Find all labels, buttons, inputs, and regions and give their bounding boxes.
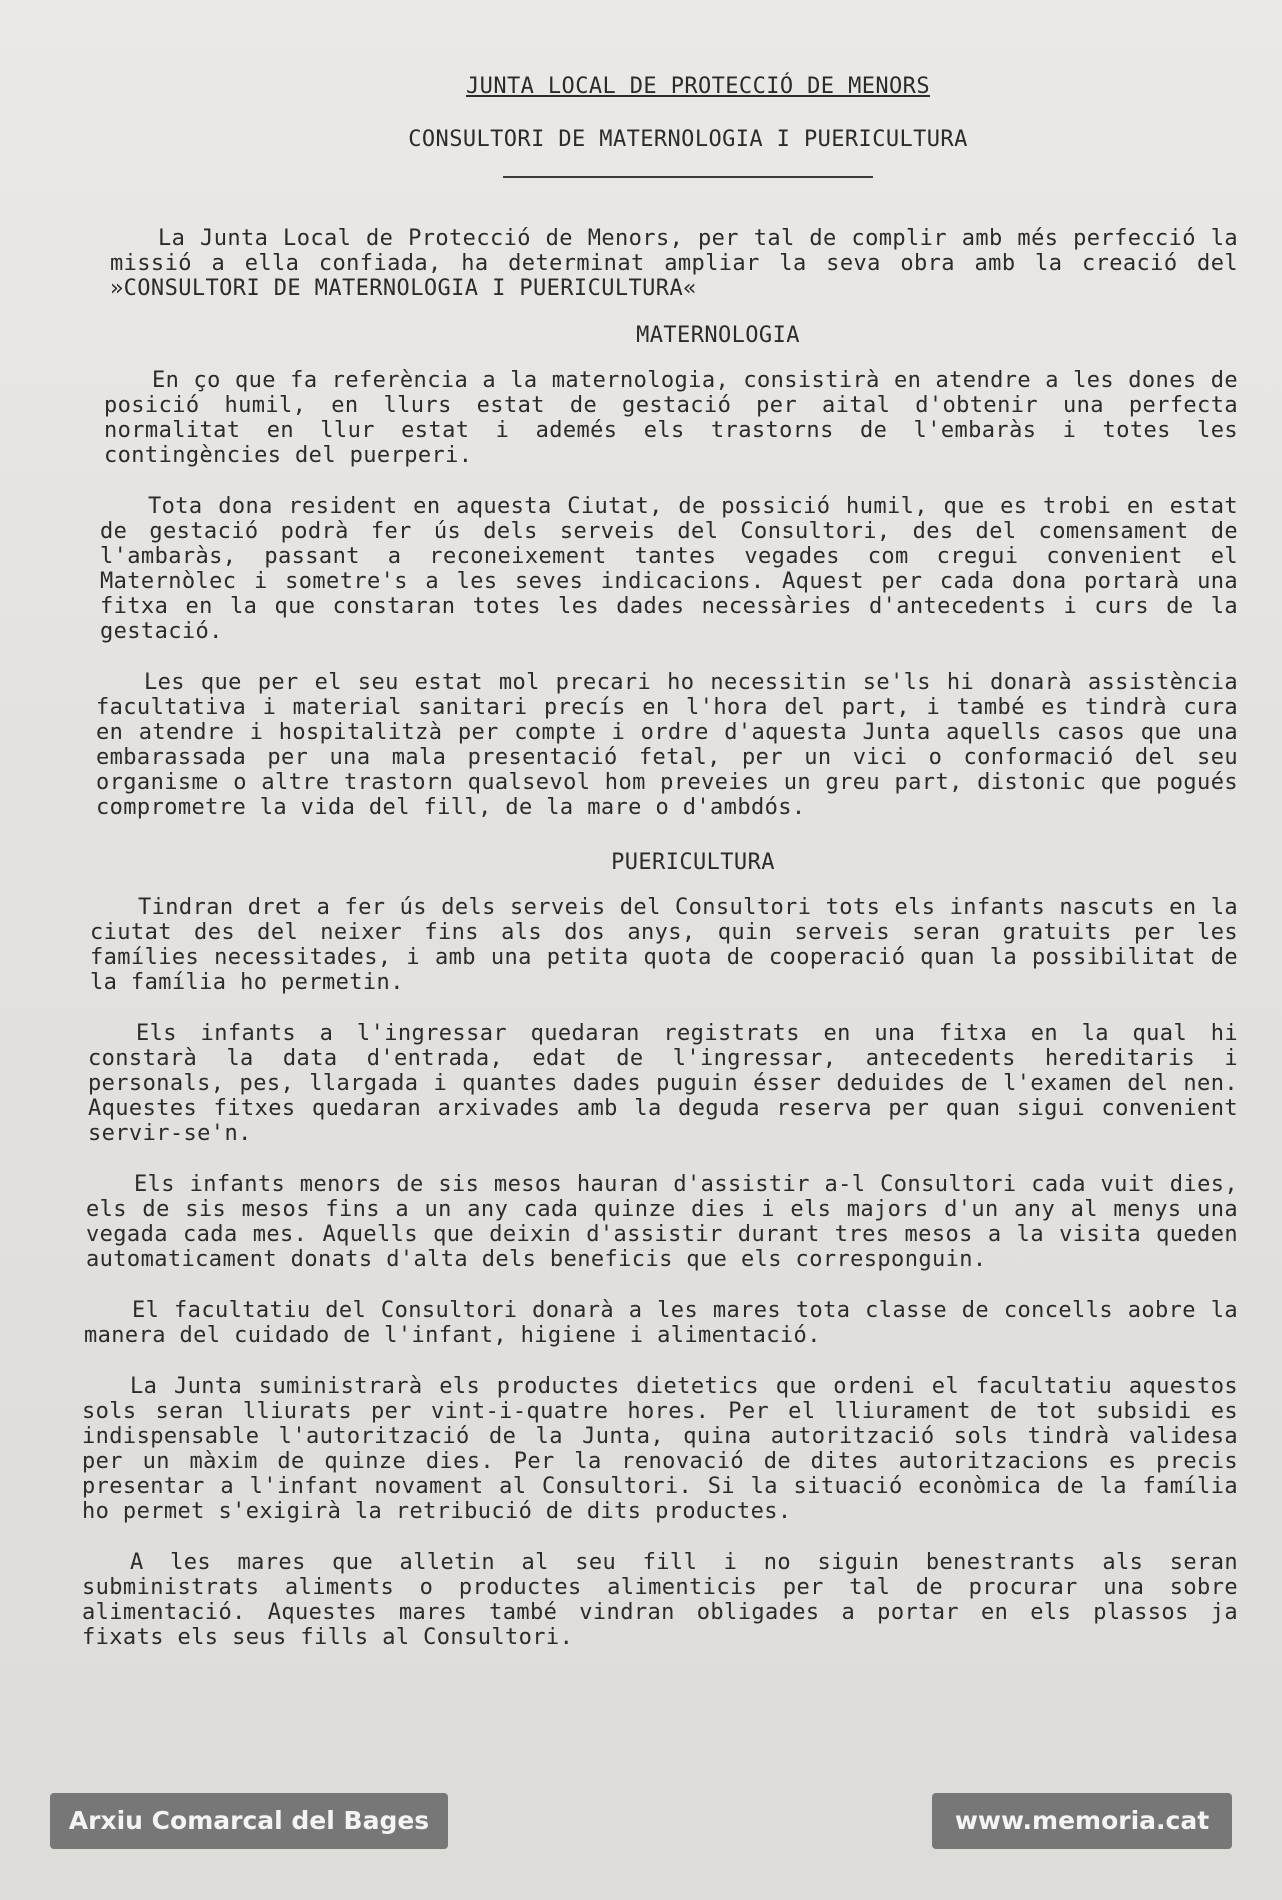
section-heading-maternologia: MATERNOLOGIA	[636, 323, 800, 348]
archive-watermark-badge: Arxiu Comarcal del Bages	[50, 1793, 448, 1849]
puericultura-paragraph-5: La Junta suministrarà els productes dietetics que ordeni el facultatiu aquestos sols seran lliurats per vint-i-quatre hores. Per el lliurament de tot subsidi es indispensable l'autorització de la Junta, quina autorització sols tindrà validesa per un màxim de quinze dies. Per la renovació de dites autoritzacions es precis presentar a l'infant novament al Consultori. Si la situació econòmica de la família ho permet s'exigirà la retribució de dits productes.	[82, 1374, 1238, 1524]
puericultura-paragraph-3: Els infants menors de sis mesos hauran d'assistir a-l Consultori cada vuit dies, els de sis mesos fins a un any cada quinze dies i els majors d'un any al menys una vegada cada mes. Aquells que deixin d'assistir durant tres mesos a la visita queden automaticament donats d'alta dels beneficis que els corresponguin.	[86, 1172, 1238, 1272]
website-watermark-badge: www.memoria.cat	[932, 1793, 1232, 1849]
puericultura-paragraph-4: El facultatiu del Consultori donarà a les mares tota classe de concells aobre la manera del cuidado de l'infant, higiene i alimentació.	[84, 1298, 1238, 1348]
maternologia-paragraph-3: Les que per el seu estat mol precari ho necessitin se'ls hi donarà assistència facultativa i material sanitari precís en l'hora del part, i també es tindrà cura en atendre i hospitalitzà per compte i ordre d'aquesta Junta aquells casos que una embarassada per una mala presentació fetal, per un vici o conformació del seu organisme o altre trastorn qualsevol hom preveies un greu part, distonic que pogués comprometre la vida del fill, de la mare o d'ambdós.	[96, 670, 1238, 820]
document-title: JUNTA LOCAL DE PROTECCIÓ DE MENORS	[466, 74, 930, 99]
intro-paragraph: La Junta Local de Protecció de Menors, per tal de complir amb més perfecció la missió a ella confiada, ha determinat ampliar la seva obra amb la creació del »CONSULTORI DE MATERNOLOGIA I PUERICULTURA«	[110, 226, 1238, 301]
document-subtitle: CONSULTORI DE MATERNOLOGIA I PUERICULTURA	[408, 127, 968, 152]
puericultura-paragraph-1: Tindran dret a fer ús dels serveis del Consultori tots els infants nascuts en la ciutat des del neixer fins als dos anys, quin serveis seran gratuits per les famílies necessitades, i amb una petita quota de cooperació quan la possibilitat de la família ho permetin.	[90, 895, 1238, 995]
maternologia-paragraph-2: Tota dona resident en aquesta Ciutat, de possició humil, que es trobi en estat de gestació podrà fer ús dels serveis del Consultori, des del comensament de l'ambaràs, passant a reconeixement tantes vegades com cregui convenient el Maternòlec i sometre's a les seves indicacions. Aquest per cada dona portarà una fitxa en la que constaran totes les dades necessàries d'antecedents i curs de la gestació.	[100, 494, 1238, 644]
puericultura-paragraph-2: Els infants a l'ingressar quedaran registrats en una fitxa en la qual hi constarà la data d'entrada, edat de l'ingressar, antecedents hereditaris i personals, pes, llargada i quantes dades puguin ésser deduides de l'examen del nen. Aquestes fitxes quedaran arxivades amb la deguda reserva per quan sigui convenient servir-se'n.	[88, 1021, 1238, 1146]
maternologia-paragraph-1: En ço que fa referència a la maternologia, consistirà en atendre a les dones de posició humil, en llurs estat de gestació per aital d'obtenir una perfecta normalitat en llur estat i ademés els trastorns de l'embaràs i totes les contingències del puerperi.	[104, 368, 1238, 468]
title-underline-divider	[503, 176, 873, 178]
section-heading-puericultura: PUERICULTURA	[611, 850, 775, 875]
puericultura-paragraph-6: A les mares que alletin al seu fill i no siguin benestrants als seran subministrats aliments o productes alimenticis per tal de procurar una sobre alimentació. Aquestes mares també vindran obligades a portar en els plassos ja fixats els seus fills al Consultori.	[82, 1550, 1238, 1650]
document-body	[78, 62, 1238, 1650]
